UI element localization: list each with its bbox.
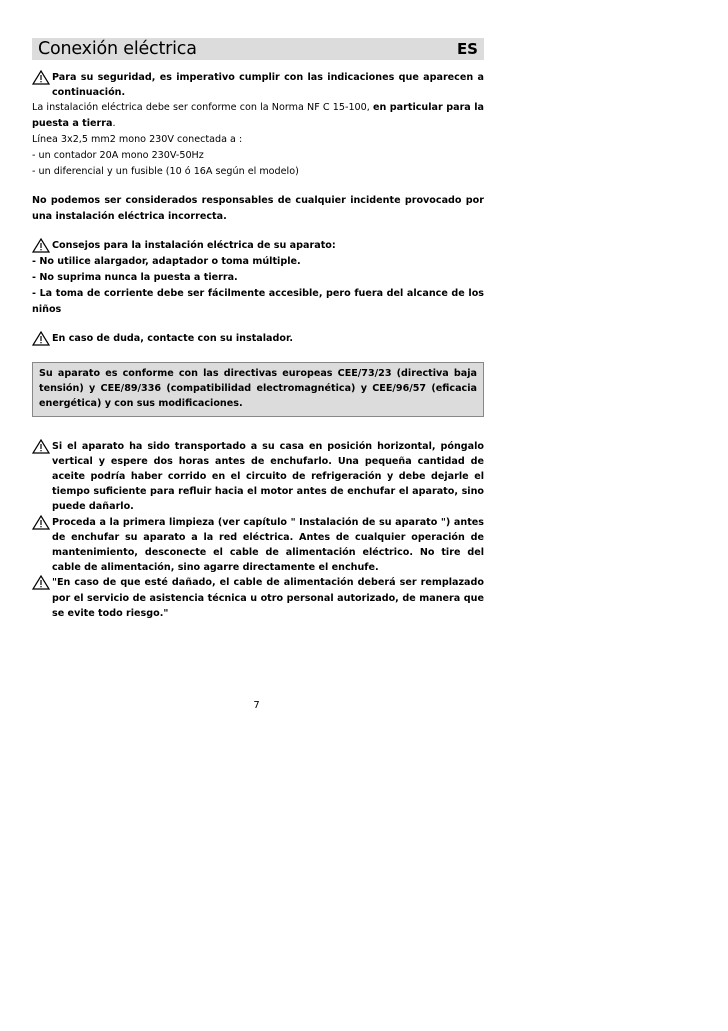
line-spec: Línea 3x2,5 mm2 mono 230V conectada a : [32,133,243,145]
warning-icon [32,238,50,253]
warning-icon [32,515,50,530]
liability-notice: No podemos ser considerados responsables de cualquier incidente provocado por una instalación eléctrica incorrecta. [32,195,484,222]
advice-title [32,238,484,253]
warning-icon [32,70,50,85]
advice-item: - La toma de corriente debe ser fácilmente accesible, pero fuera del alcance de los niños [32,288,484,315]
safety-warning [32,70,484,100]
transport-warning-text: Si el aparato ha sido transportado a su casa en posición horizontal, póngalo vertical y espere dos horas antes de enchufarlo. Una pequeña cantidad de aceite podría haber corrido en el circuito de refrigeración y debe dejarle el tiempo suficiente para refluir hacia el motor antes de enchufar el aparato, sino puede dañarlo. [52,440,484,513]
cleaning-warning [32,515,484,576]
doubt-notice-text: En caso de duda, contacte con su instalador. [52,332,293,344]
installation-norm [32,100,484,130]
installation-norm-bold: en particular para la puesta a tierra [32,102,485,129]
doubt-notice [32,331,484,346]
line-item-2: - un diferencial y un fusible (10 ó 16A según el modelo) [32,166,299,178]
advice-item: - No suprima nunca la puesta a tierra. [32,272,238,284]
installation-norm-end: . [112,117,116,129]
advice-item: - No utilice alargador, adaptador o toma múltiple. [32,256,301,268]
language-code: ES [456,40,478,58]
safety-warning-text: Para su seguridad, es imperativo cumplir con las indicaciones que aparecen a continuación. [52,72,484,99]
page-number: 7 [253,700,260,711]
transport-warning [32,439,484,515]
document-page [32,38,484,621]
installation-norm-text: La instalación eléctrica debe ser conforme con la Norma NF C 15-100, [32,102,373,114]
warning-icon [32,575,50,590]
cable-warning-text: "En caso de que esté dañado, el cable de alimentación deberá ser remplazado por el servicio de asistencia técnica u otro personal autorizado, de manera que se evite todo riesgo." [52,577,484,619]
line-item-1: - un contador 20A mono 230V-50Hz [32,150,204,162]
section-header [32,38,484,60]
advice-title-text: Consejos para la instalación eléctrica de su aparato: [52,239,336,251]
cable-warning [32,575,484,621]
conformity-box: Su aparato es conforme con las directivas europeas CEE/73/23 (directiva baja tensión) y CEE/89/336 (compatibilidad electromagnética) y CEE/96/57 (eficacia energética) y con sus modificaciones. [32,362,484,417]
section-title: Conexión eléctrica [38,39,197,59]
warning-icon [32,331,50,346]
warning-icon [32,439,50,454]
cleaning-warning-text: Proceda a la primera limpieza (ver capítulo " Instalación de su aparato ") antes de enchufar su aparato a la red eléctrica. Antes de cualquier operación de mantenimiento, desconecte el cable de alimentación eléctrico. No tire del cable de alimentación, sino agarre directamente el enchufe. [52,516,484,574]
